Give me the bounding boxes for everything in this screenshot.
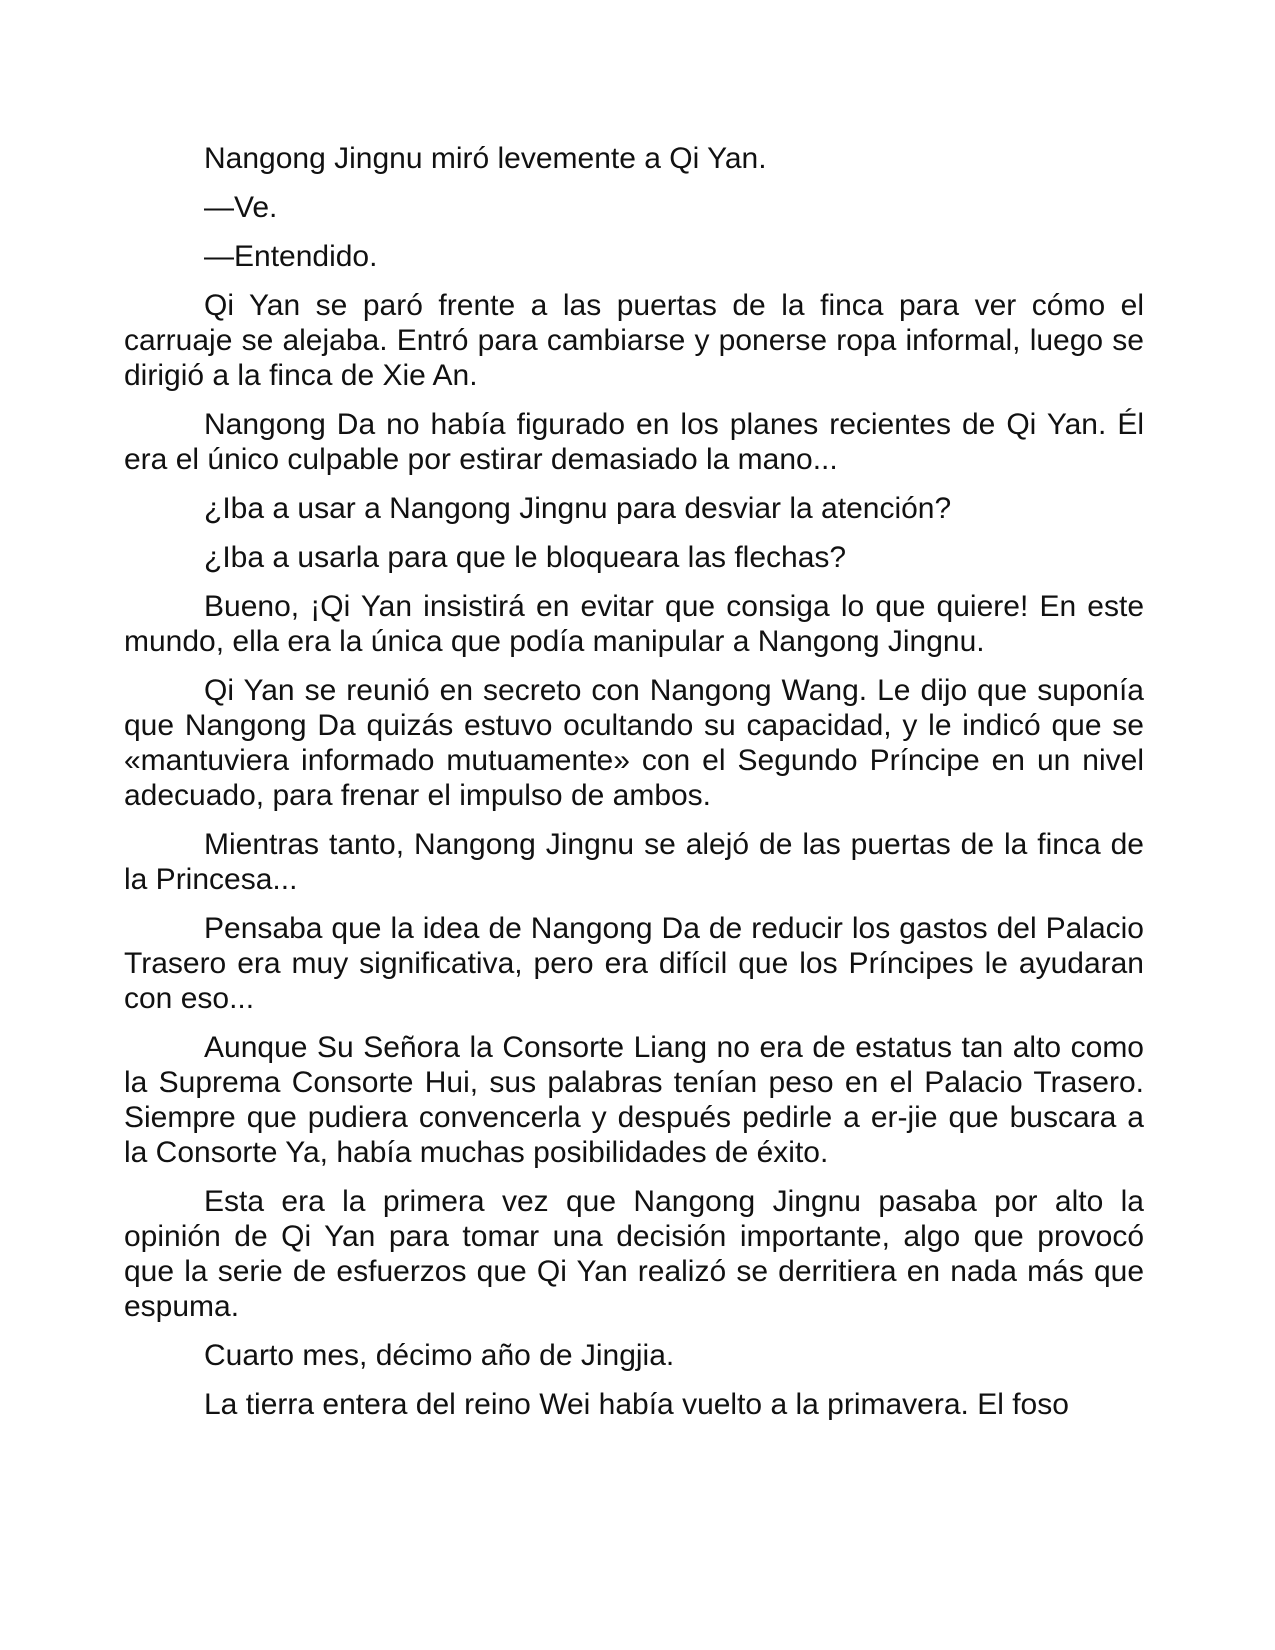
paragraph: ¿Iba a usar a Nangong Jingnu para desviar la atención? xyxy=(204,492,952,525)
paragraph: Cuarto mes, décimo año de Jingjia. xyxy=(204,1339,675,1372)
paragraph: Pensaba que la idea de Nangong Da de reducir los gastos del Palacio Trasero era muy significativa, pero era difícil que los Príncipes le ayudaran con eso... xyxy=(124,912,1144,1015)
paragraph: Qi Yan se paró frente a las puertas de la finca para ver cómo el carruaje se alejaba. Entró para cambiarse y ponerse ropa informal, luego se dirigió a la finca de Xie An. xyxy=(124,289,1144,392)
paragraph: Mientras tanto, Nangong Jingnu se alejó de las puertas de la finca de la Princesa... xyxy=(124,828,1144,896)
paragraph: Nangong Da no había figurado en los planes recientes de Qi Yan. Él era el único culpable por estirar demasiado la mano... xyxy=(124,408,1144,476)
paragraph: Nangong Jingnu miró levemente a Qi Yan. xyxy=(204,142,767,175)
paragraph: La tierra entera del reino Wei había vuelto a la primavera. El foso xyxy=(204,1388,1069,1421)
paragraph: —Entendido. xyxy=(204,240,378,273)
paragraph: —Ve. xyxy=(204,191,278,224)
paragraph: Bueno, ¡Qi Yan insistirá en evitar que consiga lo que quiere! En este mundo, ella era la única que podía manipular a Nangong Jingnu. xyxy=(124,590,1144,658)
paragraph: Aunque Su Señora la Consorte Liang no era de estatus tan alto como la Suprema Consorte Hui, sus palabras tenían peso en el Palacio Trasero. Siempre que pudiera convencerla y después pedirle a er-jie que buscara a la Consorte Ya, había muchas posibilidades de éxito. xyxy=(124,1031,1144,1169)
body-text xyxy=(124,141,1144,1436)
paragraph: ¿Iba a usarla para que le bloqueara las flechas? xyxy=(204,541,847,574)
paragraph: Qi Yan se reunió en secreto con Nangong Wang. Le dijo que suponía que Nangong Da quizás estuvo ocultando su capacidad, y le indicó que se «mantuviera informado mutuamente» con el Segundo Príncipe en un nivel adecuado, para frenar el impulso de ambos. xyxy=(124,674,1144,812)
paragraph: Esta era la primera vez que Nangong Jingnu pasaba por alto la opinión de Qi Yan para tomar una decisión importante, algo que provocó que la serie de esfuerzos que Qi Yan realizó se derritiera en nada más que espuma. xyxy=(124,1185,1144,1323)
